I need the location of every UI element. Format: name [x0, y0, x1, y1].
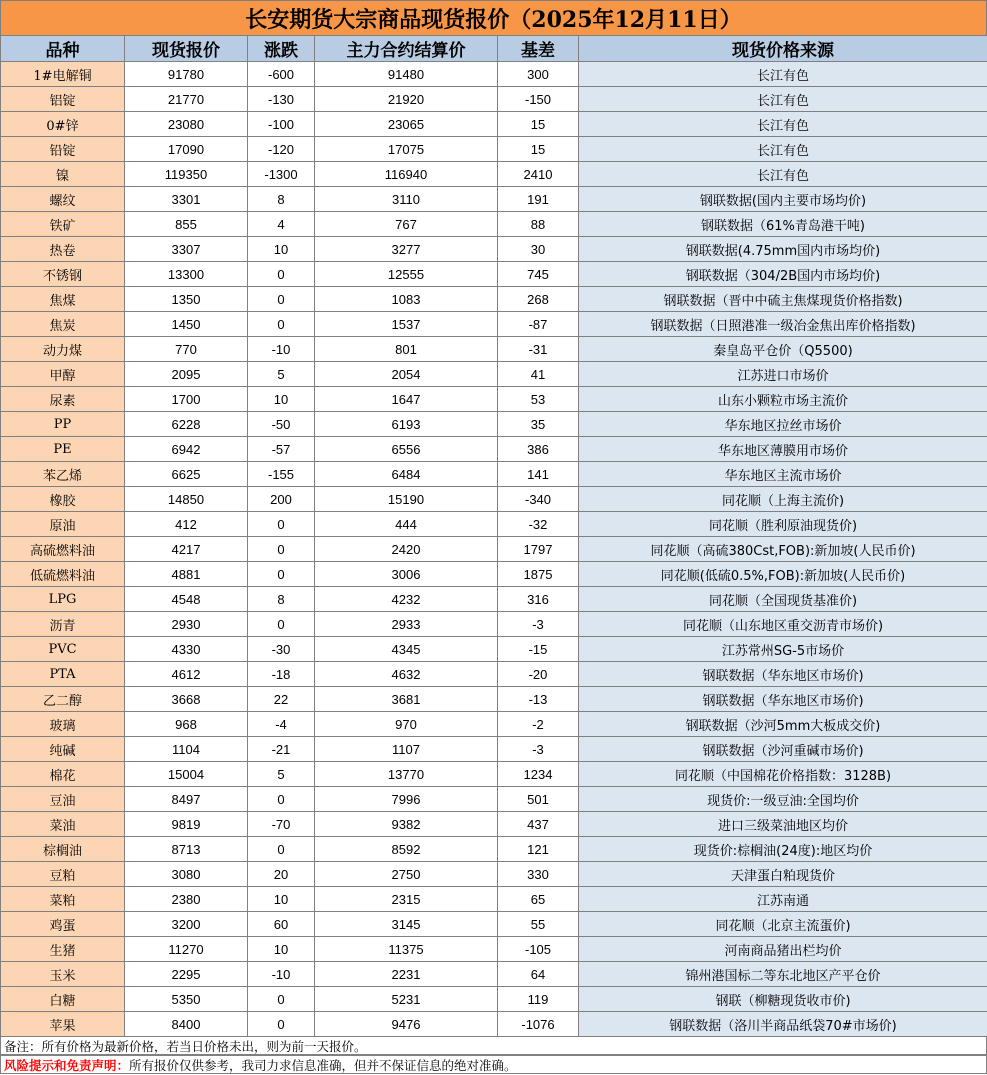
- spot-price: 8713: [125, 837, 248, 862]
- settlement-price: 9476: [315, 1012, 498, 1037]
- table-row: [1, 387, 987, 412]
- settlement-price: 801: [315, 337, 498, 362]
- table-row: [1, 587, 987, 612]
- basis-value: 53: [498, 387, 579, 412]
- price-change: 0: [248, 512, 315, 537]
- price-table: [0, 35, 987, 1037]
- price-source: 秦皇岛平仓价（Q5500): [579, 337, 987, 362]
- price-change: 8: [248, 187, 315, 212]
- spot-price: 1450: [125, 312, 248, 337]
- basis-value: -15: [498, 637, 579, 662]
- basis-value: 745: [498, 262, 579, 287]
- price-change: 10: [248, 887, 315, 912]
- spot-price: 412: [125, 512, 248, 537]
- risk-text: 所有报价仅供参考，我司力求信息准确，但并不保证信息的绝对准确。: [129, 1058, 517, 1073]
- settlement-price: 3006: [315, 562, 498, 587]
- settlement-price: 2750: [315, 862, 498, 887]
- spot-price: 4217: [125, 537, 248, 562]
- basis-value: 64: [498, 962, 579, 987]
- table-row: [1, 287, 987, 312]
- spot-price: 2930: [125, 612, 248, 637]
- price-source: 江苏南通: [579, 887, 987, 912]
- price-change: 8: [248, 587, 315, 612]
- spot-price: 6625: [125, 462, 248, 487]
- commodity-name: 焦炭: [1, 312, 125, 337]
- settlement-price: 1537: [315, 312, 498, 337]
- price-change: 0: [248, 837, 315, 862]
- table-row: [1, 262, 987, 287]
- spot-price: 770: [125, 337, 248, 362]
- commodity-name: 豆油: [1, 787, 125, 812]
- basis-value: 41: [498, 362, 579, 387]
- commodity-name: 1#电解铜: [1, 62, 125, 87]
- basis-value: -105: [498, 937, 579, 962]
- commodity-name: 热卷: [1, 237, 125, 262]
- price-change: -30: [248, 637, 315, 662]
- basis-value: -150: [498, 87, 579, 112]
- table-row: [1, 712, 987, 737]
- price-change: 5: [248, 762, 315, 787]
- basis-value: 2410: [498, 162, 579, 187]
- price-source: 天津蛋白粕现货价: [579, 862, 987, 887]
- spot-price: 91780: [125, 62, 248, 87]
- commodity-name: 纯碱: [1, 737, 125, 762]
- price-source: 现货价:棕榈油(24度):地区均价: [579, 837, 987, 862]
- price-source: 现货价:一级豆油:全国均价: [579, 787, 987, 812]
- price-source: 钢联数据（304/2B国内市场均价): [579, 262, 987, 287]
- remark-note: 备注：所有价格为最新价格，若当日价格未出，则为前一天报价。: [0, 1036, 987, 1055]
- commodity-name: 苯乙烯: [1, 462, 125, 487]
- settlement-price: 4632: [315, 662, 498, 687]
- commodity-name: 白糖: [1, 987, 125, 1012]
- price-source: 江苏常州SG-5市场价: [579, 637, 987, 662]
- disclaimer: [0, 1055, 987, 1074]
- table-row: [1, 562, 987, 587]
- settlement-price: 9382: [315, 812, 498, 837]
- table-row: [1, 512, 987, 537]
- price-change: 60: [248, 912, 315, 937]
- price-source: 钢联数据（61%青岛港干吨): [579, 212, 987, 237]
- price-source: 同花顺（上海主流价): [579, 487, 987, 512]
- price-source: 同花顺（高硫380Cst,FOB):新加坡(人民币价): [579, 537, 987, 562]
- price-change: -120: [248, 137, 315, 162]
- price-source: 锦州港国标二等东北地区产平仓价: [579, 962, 987, 987]
- basis-value: 501: [498, 787, 579, 812]
- settlement-price: 3277: [315, 237, 498, 262]
- price-source: 长江有色: [579, 137, 987, 162]
- commodity-name: PE: [1, 437, 125, 462]
- price-source: 长江有色: [579, 112, 987, 137]
- basis-value: 300: [498, 62, 579, 87]
- table-row: [1, 912, 987, 937]
- basis-value: 437: [498, 812, 579, 837]
- table-row: [1, 812, 987, 837]
- spot-price: 21770: [125, 87, 248, 112]
- commodity-name: 棉花: [1, 762, 125, 787]
- commodity-name: 玉米: [1, 962, 125, 987]
- price-change: 0: [248, 787, 315, 812]
- price-change: -57: [248, 437, 315, 462]
- table-row: [1, 662, 987, 687]
- price-source: 同花顺（山东地区重交沥青市场价): [579, 612, 987, 637]
- commodity-name: 原油: [1, 512, 125, 537]
- settlement-price: 12555: [315, 262, 498, 287]
- spot-price: 4612: [125, 662, 248, 687]
- price-source: 江苏进口市场价: [579, 362, 987, 387]
- price-change: -130: [248, 87, 315, 112]
- commodity-name: 不锈钢: [1, 262, 125, 287]
- price-source: 钢联数据（华东地区市场价): [579, 662, 987, 687]
- table-header-row: [1, 36, 987, 62]
- price-source: 钢联数据（日照港准一级冶金焦出库价格指数): [579, 312, 987, 337]
- table-row: [1, 62, 987, 87]
- table-row: [1, 537, 987, 562]
- basis-value: 121: [498, 837, 579, 862]
- commodity-name: 豆粕: [1, 862, 125, 887]
- table-row: [1, 87, 987, 112]
- price-source: 钢联数据（沙河5mm大板成交价): [579, 712, 987, 737]
- table-row: [1, 212, 987, 237]
- price-change: 0: [248, 562, 315, 587]
- price-change: 10: [248, 237, 315, 262]
- commodity-name: PVC: [1, 637, 125, 662]
- spot-price: 15004: [125, 762, 248, 787]
- basis-value: 330: [498, 862, 579, 887]
- table-row: [1, 1012, 987, 1037]
- settlement-price: 2054: [315, 362, 498, 387]
- price-change: -21: [248, 737, 315, 762]
- table-row: [1, 237, 987, 262]
- basis-value: 386: [498, 437, 579, 462]
- price-source: 钢联数据(4.75mm国内市场均价): [579, 237, 987, 262]
- basis-value: 119: [498, 987, 579, 1012]
- basis-value: 141: [498, 462, 579, 487]
- basis-value: 55: [498, 912, 579, 937]
- commodity-name: 动力煤: [1, 337, 125, 362]
- spot-price: 13300: [125, 262, 248, 287]
- price-change: 0: [248, 987, 315, 1012]
- commodity-name: 鸡蛋: [1, 912, 125, 937]
- table-row: [1, 762, 987, 787]
- basis-value: 35: [498, 412, 579, 437]
- settlement-price: 2231: [315, 962, 498, 987]
- price-change: -155: [248, 462, 315, 487]
- basis-value: -87: [498, 312, 579, 337]
- price-source: 华东地区主流市场价: [579, 462, 987, 487]
- spot-price: 3200: [125, 912, 248, 937]
- settlement-price: 4345: [315, 637, 498, 662]
- settlement-price: 91480: [315, 62, 498, 87]
- table-row: [1, 162, 987, 187]
- price-source: 河南商品猪出栏均价: [579, 937, 987, 962]
- price-source: 进口三级菜油地区均价: [579, 812, 987, 837]
- price-source: 同花顺（中国棉花价格指数：3128B): [579, 762, 987, 787]
- basis-value: 1234: [498, 762, 579, 787]
- price-source: 山东小颗粒市场主流价: [579, 387, 987, 412]
- header-source: 现货价格来源: [579, 36, 987, 62]
- price-change: -70: [248, 812, 315, 837]
- basis-value: -1076: [498, 1012, 579, 1037]
- settlement-price: 17075: [315, 137, 498, 162]
- table-row: [1, 337, 987, 362]
- commodity-name: 沥青: [1, 612, 125, 637]
- price-source: 同花顺（全国现货基准价): [579, 587, 987, 612]
- commodity-name: 尿素: [1, 387, 125, 412]
- settlement-price: 2315: [315, 887, 498, 912]
- settlement-price: 6193: [315, 412, 498, 437]
- sheet-title: 长安期货大宗商品现货报价（2025年12月11日）: [0, 0, 987, 36]
- spot-price: 6228: [125, 412, 248, 437]
- spot-price: 4548: [125, 587, 248, 612]
- price-source: 华东地区薄膜用市场价: [579, 437, 987, 462]
- settlement-price: 444: [315, 512, 498, 537]
- spot-price: 23080: [125, 112, 248, 137]
- spot-price: 8497: [125, 787, 248, 812]
- spot-price: 8400: [125, 1012, 248, 1037]
- price-change: 200: [248, 487, 315, 512]
- commodity-name: 菜粕: [1, 887, 125, 912]
- table-row: [1, 412, 987, 437]
- price-change: 5: [248, 362, 315, 387]
- price-change: 22: [248, 687, 315, 712]
- basis-value: -13: [498, 687, 579, 712]
- table-row: [1, 987, 987, 1012]
- header-name: 品种: [1, 36, 125, 62]
- commodity-name: 0#锌: [1, 112, 125, 137]
- commodity-name: PP: [1, 412, 125, 437]
- spot-price: 3080: [125, 862, 248, 887]
- basis-value: -340: [498, 487, 579, 512]
- settlement-price: 767: [315, 212, 498, 237]
- settlement-price: 1083: [315, 287, 498, 312]
- price-change: -4: [248, 712, 315, 737]
- basis-value: 88: [498, 212, 579, 237]
- table-row: [1, 687, 987, 712]
- spot-price: 6942: [125, 437, 248, 462]
- commodity-name: 甲醇: [1, 362, 125, 387]
- basis-value: -3: [498, 612, 579, 637]
- price-change: 10: [248, 937, 315, 962]
- commodity-name: 铁矿: [1, 212, 125, 237]
- table-row: [1, 112, 987, 137]
- settlement-price: 3110: [315, 187, 498, 212]
- table-row: [1, 937, 987, 962]
- price-change: -1300: [248, 162, 315, 187]
- price-source: 长江有色: [579, 162, 987, 187]
- settlement-price: 4232: [315, 587, 498, 612]
- commodity-name: 镍: [1, 162, 125, 187]
- price-source: 华东地区拉丝市场价: [579, 412, 987, 437]
- settlement-price: 2933: [315, 612, 498, 637]
- spot-price: 9819: [125, 812, 248, 837]
- settlement-price: 1107: [315, 737, 498, 762]
- table-row: [1, 737, 987, 762]
- commodity-name: 苹果: [1, 1012, 125, 1037]
- spot-price: 3301: [125, 187, 248, 212]
- price-source: 钢联数据（华东地区市场价): [579, 687, 987, 712]
- table-row: [1, 362, 987, 387]
- price-change: -18: [248, 662, 315, 687]
- table-row: [1, 312, 987, 337]
- price-source: 同花顺（胜利原油现货价): [579, 512, 987, 537]
- settlement-price: 11375: [315, 937, 498, 962]
- commodity-name: 低硫燃料油: [1, 562, 125, 587]
- price-change: 0: [248, 1012, 315, 1037]
- table-row: [1, 187, 987, 212]
- table-body: [1, 62, 987, 1037]
- commodity-name: 乙二醇: [1, 687, 125, 712]
- settlement-price: 970: [315, 712, 498, 737]
- basis-value: 30: [498, 237, 579, 262]
- settlement-price: 13770: [315, 762, 498, 787]
- spot-price: 4881: [125, 562, 248, 587]
- table-row: [1, 887, 987, 912]
- price-change: 0: [248, 537, 315, 562]
- price-source: 同花顺（北京主流蛋价): [579, 912, 987, 937]
- table-row: [1, 612, 987, 637]
- spot-price: 14850: [125, 487, 248, 512]
- table-row: [1, 487, 987, 512]
- spot-price: 3668: [125, 687, 248, 712]
- commodity-name: LPG: [1, 587, 125, 612]
- settlement-price: 3681: [315, 687, 498, 712]
- price-change: 10: [248, 387, 315, 412]
- commodity-name: 高硫燃料油: [1, 537, 125, 562]
- spot-price: 4330: [125, 637, 248, 662]
- spot-price: 119350: [125, 162, 248, 187]
- price-change: 4: [248, 212, 315, 237]
- price-source: 钢联数据（晋中中硫主焦煤现货价格指数): [579, 287, 987, 312]
- commodity-name: PTA: [1, 662, 125, 687]
- table-row: [1, 837, 987, 862]
- commodity-name: 铝锭: [1, 87, 125, 112]
- settlement-price: 21920: [315, 87, 498, 112]
- header-settlement: 主力合约结算价: [315, 36, 498, 62]
- spot-price: 855: [125, 212, 248, 237]
- commodity-name: 铅锭: [1, 137, 125, 162]
- price-source: 钢联数据(国内主要市场均价): [579, 187, 987, 212]
- price-change: -50: [248, 412, 315, 437]
- spot-price: 2380: [125, 887, 248, 912]
- price-source: 长江有色: [579, 62, 987, 87]
- settlement-price: 6484: [315, 462, 498, 487]
- spot-price: 2295: [125, 962, 248, 987]
- settlement-price: 6556: [315, 437, 498, 462]
- basis-value: -2: [498, 712, 579, 737]
- spot-price: 2095: [125, 362, 248, 387]
- price-change: -10: [248, 962, 315, 987]
- settlement-price: 5231: [315, 987, 498, 1012]
- price-change: 20: [248, 862, 315, 887]
- settlement-price: 23065: [315, 112, 498, 137]
- table-row: [1, 962, 987, 987]
- table-row: [1, 862, 987, 887]
- commodity-name: 菜油: [1, 812, 125, 837]
- basis-value: -20: [498, 662, 579, 687]
- table-row: [1, 787, 987, 812]
- price-change: -10: [248, 337, 315, 362]
- table-row: [1, 637, 987, 662]
- spot-price: 1104: [125, 737, 248, 762]
- price-source: 钢联数据（沙河重碱市场价): [579, 737, 987, 762]
- settlement-price: 1647: [315, 387, 498, 412]
- price-source: 钢联（柳糖现货收市价): [579, 987, 987, 1012]
- basis-value: -3: [498, 737, 579, 762]
- header-spot-price: 现货报价: [125, 36, 248, 62]
- basis-value: 268: [498, 287, 579, 312]
- price-source: 钢联数据（洛川半商品纸袋70#市场价): [579, 1012, 987, 1037]
- table-row: [1, 437, 987, 462]
- basis-value: 191: [498, 187, 579, 212]
- basis-value: 316: [498, 587, 579, 612]
- spot-price: 968: [125, 712, 248, 737]
- commodity-name: 焦煤: [1, 287, 125, 312]
- basis-value: 1875: [498, 562, 579, 587]
- header-change: 涨跌: [248, 36, 315, 62]
- settlement-price: 8592: [315, 837, 498, 862]
- spot-price: 1700: [125, 387, 248, 412]
- spot-price: 17090: [125, 137, 248, 162]
- settlement-price: 2420: [315, 537, 498, 562]
- basis-value: 15: [498, 137, 579, 162]
- spot-price: 5350: [125, 987, 248, 1012]
- commodity-name: 螺纹: [1, 187, 125, 212]
- spot-price: 3307: [125, 237, 248, 262]
- price-change: 0: [248, 287, 315, 312]
- header-basis: 基差: [498, 36, 579, 62]
- basis-value: 1797: [498, 537, 579, 562]
- commodity-name: 玻璃: [1, 712, 125, 737]
- risk-label: 风险提示和免责声明：: [4, 1058, 129, 1073]
- basis-value: 15: [498, 112, 579, 137]
- spot-price: 11270: [125, 937, 248, 962]
- commodity-name: 生猪: [1, 937, 125, 962]
- table-row: [1, 137, 987, 162]
- price-source: 同花顺(低硫0.5%,FOB):新加坡(人民币价): [579, 562, 987, 587]
- settlement-price: 7996: [315, 787, 498, 812]
- commodity-name: 橡胶: [1, 487, 125, 512]
- table-row: [1, 462, 987, 487]
- price-change: -100: [248, 112, 315, 137]
- settlement-price: 3145: [315, 912, 498, 937]
- basis-value: -32: [498, 512, 579, 537]
- price-change: -600: [248, 62, 315, 87]
- basis-value: 65: [498, 887, 579, 912]
- price-change: 0: [248, 312, 315, 337]
- commodity-name: 棕榈油: [1, 837, 125, 862]
- price-change: 0: [248, 612, 315, 637]
- settlement-price: 15190: [315, 487, 498, 512]
- basis-value: -31: [498, 337, 579, 362]
- settlement-price: 116940: [315, 162, 498, 187]
- spot-price: 1350: [125, 287, 248, 312]
- price-source: 长江有色: [579, 87, 987, 112]
- price-change: 0: [248, 262, 315, 287]
